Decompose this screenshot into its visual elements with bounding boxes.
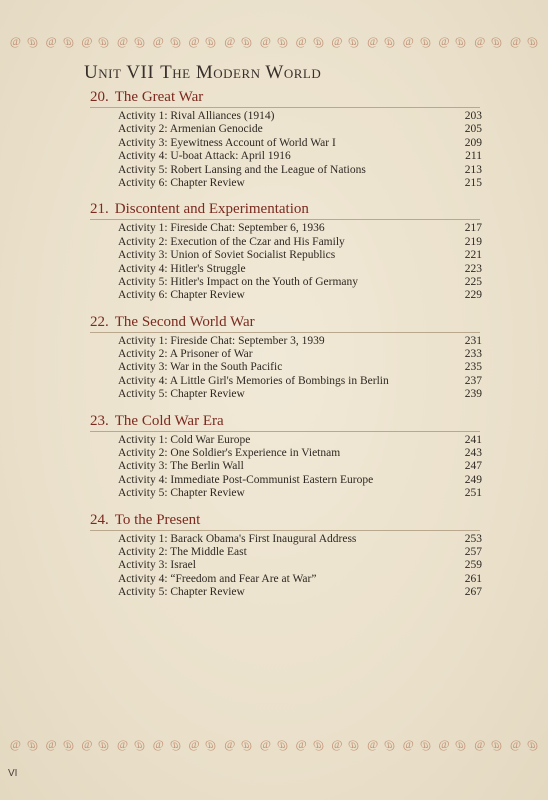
chapter-divider bbox=[90, 107, 480, 108]
spiral-ornament-icon: @ bbox=[277, 737, 288, 751]
activity-entry bbox=[90, 434, 482, 447]
activity-entry bbox=[90, 164, 482, 177]
activity-page-number: 259 bbox=[464, 559, 482, 572]
activity-label: Activity 6: Chapter Review bbox=[118, 289, 245, 302]
chapter-section bbox=[90, 88, 482, 190]
activity-entry bbox=[90, 573, 482, 586]
spiral-ornament-icon: @ bbox=[313, 34, 324, 48]
activity-label: Activity 3: Israel bbox=[118, 559, 196, 572]
spiral-ornament-icon: @ bbox=[420, 737, 431, 751]
activity-entry bbox=[90, 447, 482, 460]
activity-label: Activity 5: Chapter Review bbox=[118, 388, 245, 401]
activity-entry bbox=[90, 236, 482, 249]
chapter-number: 21. bbox=[90, 201, 109, 218]
spiral-ornament-icon: @ bbox=[63, 737, 74, 751]
chapter-title-text: The Great War bbox=[114, 89, 204, 105]
activity-page-number: 223 bbox=[464, 262, 482, 275]
activity-page-number: 225 bbox=[464, 275, 482, 288]
activity-page-number: 211 bbox=[465, 150, 482, 163]
page-number-footer: VI bbox=[8, 768, 18, 779]
chapter-divider bbox=[90, 332, 480, 333]
activity-label: Activity 2: Execution of the Czar and His Family bbox=[118, 235, 345, 248]
spiral-ornament-icon: @ bbox=[9, 34, 20, 48]
spiral-ornament-icon: @ bbox=[527, 737, 538, 751]
spiral-ornament-icon: @ bbox=[384, 737, 396, 751]
chapter-title bbox=[90, 88, 482, 107]
activity-label: Activity 1: Fireside Chat: September 3, 1939 bbox=[118, 334, 325, 347]
spiral-ornament-icon: @ bbox=[206, 737, 217, 751]
chapter-title bbox=[90, 200, 482, 219]
activity-page-number: 239 bbox=[464, 388, 482, 401]
spiral-ornament-icon: @ bbox=[81, 737, 92, 751]
chapter-section bbox=[90, 200, 482, 302]
activity-entry bbox=[90, 177, 482, 190]
unit-label: Unit VII bbox=[84, 62, 155, 83]
spiral-ornament-icon: @ bbox=[242, 34, 253, 48]
spiral-ornament-icon: @ bbox=[367, 737, 378, 751]
spiral-ornament-icon: @ bbox=[527, 34, 538, 48]
activity-page-number: 209 bbox=[464, 136, 482, 149]
activity-label: Activity 4: Immediate Post-Communist Eastern Europe bbox=[118, 473, 374, 486]
activity-label: Activity 1: Rival Alliances (1914) bbox=[118, 110, 275, 122]
spiral-ornament-icon: @ bbox=[277, 34, 288, 48]
activity-page-number: 221 bbox=[464, 249, 482, 262]
spiral-ornament-icon: @ bbox=[456, 34, 467, 48]
spiral-ornament-icon: @ bbox=[402, 737, 413, 751]
chapter-divider bbox=[90, 431, 480, 432]
activity-page-number: 251 bbox=[464, 487, 482, 500]
activity-label: Activity 4: A Little Girl's Memories of Bombings in Berlin bbox=[118, 374, 389, 387]
activity-label: Activity 1: Fireside Chat: September 6, 1936 bbox=[118, 222, 325, 235]
spiral-ornament-icon: @ bbox=[224, 34, 235, 48]
activity-page-number: 257 bbox=[464, 545, 482, 558]
activity-page-number: 233 bbox=[464, 348, 482, 361]
spiral-ornament-icon: @ bbox=[295, 737, 306, 751]
spiral-ornament-icon: @ bbox=[206, 34, 217, 48]
chapter-section bbox=[90, 511, 482, 600]
spiral-ornament-icon: @ bbox=[188, 737, 199, 751]
activity-page-number: 235 bbox=[464, 361, 482, 374]
activity-label: Activity 4: Hitler's Struggle bbox=[118, 262, 246, 275]
spiral-ornament-icon: @ bbox=[134, 737, 145, 751]
activity-label: Activity 3: Eyewitness Account of World War I bbox=[118, 136, 336, 149]
activity-entry bbox=[90, 137, 482, 150]
activity-page-number: 231 bbox=[464, 334, 482, 347]
activity-page-number: 241 bbox=[464, 433, 482, 446]
activity-page-number: 247 bbox=[464, 460, 482, 473]
chapter-number: 22. bbox=[90, 313, 109, 330]
activity-label: Activity 3: War in the South Pacific bbox=[118, 361, 283, 374]
spiral-wave-border-icon bbox=[6, 737, 542, 751]
activity-label: Activity 1: Barack Obama's First Inaugural Address bbox=[118, 532, 357, 545]
spiral-ornament-icon: @ bbox=[367, 34, 378, 48]
activity-entry bbox=[90, 559, 482, 572]
spiral-ornament-icon: @ bbox=[9, 737, 20, 751]
activity-entry bbox=[90, 335, 482, 348]
activity-page-number: 205 bbox=[464, 123, 482, 136]
activity-page-number: 249 bbox=[464, 473, 482, 486]
activity-entry bbox=[90, 533, 482, 546]
activity-label: Activity 5: Chapter Review bbox=[118, 586, 245, 599]
activity-entry bbox=[90, 289, 482, 302]
spiral-ornament-icon: @ bbox=[509, 34, 521, 48]
activity-entry bbox=[90, 474, 482, 487]
chapter-title bbox=[90, 313, 482, 332]
activity-label: Activity 4: “Freedom and Fear Are at War” bbox=[118, 572, 317, 585]
activity-entry bbox=[90, 150, 482, 163]
activity-page-number: 229 bbox=[464, 289, 482, 302]
activity-entry bbox=[90, 375, 482, 388]
activity-label: Activity 3: Union of Soviet Socialist Republics bbox=[118, 249, 336, 262]
activity-page-number: 219 bbox=[464, 235, 482, 248]
activity-label: Activity 5: Hitler's Impact on the Youth of Germany bbox=[118, 275, 359, 288]
spiral-ornament-icon: @ bbox=[242, 737, 253, 751]
spiral-ornament-icon: @ bbox=[170, 737, 181, 751]
spiral-ornament-icon: @ bbox=[45, 737, 56, 751]
chapter-number: 24. bbox=[90, 511, 109, 528]
spiral-ornament-icon: @ bbox=[259, 737, 270, 751]
spiral-ornament-icon: @ bbox=[349, 34, 360, 48]
activity-page-number: 237 bbox=[464, 374, 482, 387]
spiral-ornament-icon: @ bbox=[384, 34, 396, 48]
spiral-ornament-icon: @ bbox=[331, 34, 342, 48]
activity-entry bbox=[90, 348, 482, 361]
spiral-ornament-icon: @ bbox=[331, 737, 342, 751]
chapter-section bbox=[90, 412, 482, 501]
unit-heading bbox=[84, 62, 321, 84]
spiral-ornament-icon: @ bbox=[152, 34, 163, 48]
activity-label: Activity 2: A Prisoner of War bbox=[118, 348, 253, 361]
spiral-ornament-icon: @ bbox=[134, 34, 145, 48]
activity-label: Activity 5: Robert Lansing and the League of Nations bbox=[118, 163, 366, 176]
spiral-ornament-icon: @ bbox=[474, 737, 485, 751]
spiral-ornament-icon: @ bbox=[117, 737, 128, 751]
spiral-ornament-icon: @ bbox=[295, 34, 306, 48]
activity-label: Activity 4: U-boat Attack: April 1916 bbox=[118, 150, 291, 163]
activity-page-number: 267 bbox=[464, 586, 482, 599]
unit-title: The Modern World bbox=[160, 62, 322, 83]
activity-label: Activity 2: One Soldier's Experience in Vietnam bbox=[118, 447, 341, 460]
chapter-title bbox=[90, 412, 482, 431]
activity-page-number: 203 bbox=[464, 110, 482, 122]
activity-page-number: 213 bbox=[464, 163, 482, 176]
activity-page-number: 215 bbox=[464, 176, 482, 189]
spiral-ornament-icon: @ bbox=[474, 34, 485, 48]
activity-entry bbox=[90, 263, 482, 276]
spiral-ornament-icon: @ bbox=[402, 34, 413, 48]
spiral-ornament-icon: @ bbox=[420, 34, 431, 48]
chapter-number: 23. bbox=[90, 412, 109, 429]
activity-page-number: 217 bbox=[464, 222, 482, 235]
spiral-ornament-icon: @ bbox=[45, 34, 56, 48]
spiral-ornament-icon: @ bbox=[99, 34, 110, 48]
spiral-ornament-icon: @ bbox=[152, 737, 163, 751]
table-of-contents bbox=[90, 88, 482, 610]
spiral-ornament-icon: @ bbox=[99, 737, 110, 751]
spiral-ornament-icon: @ bbox=[63, 34, 74, 48]
activity-entry bbox=[90, 388, 482, 401]
spiral-ornament-icon: @ bbox=[456, 737, 467, 751]
activity-entry bbox=[90, 249, 482, 262]
activity-entry bbox=[90, 276, 482, 289]
spiral-ornament-icon: @ bbox=[117, 34, 128, 48]
spiral-ornament-icon: @ bbox=[188, 34, 199, 48]
activity-label: Activity 3: The Berlin Wall bbox=[118, 460, 244, 473]
chapter-number: 20. bbox=[90, 89, 109, 105]
chapter-divider bbox=[90, 530, 480, 531]
activity-label: Activity 5: Chapter Review bbox=[118, 487, 245, 500]
spiral-ornament-icon: @ bbox=[27, 737, 38, 751]
activity-page-number: 243 bbox=[464, 447, 482, 460]
chapter-divider bbox=[90, 219, 480, 220]
activity-entry bbox=[90, 110, 482, 123]
activity-entry bbox=[90, 361, 482, 374]
spiral-ornament-icon: @ bbox=[438, 34, 449, 48]
chapter-title bbox=[90, 511, 482, 530]
chapter-title-text: The Cold War Era bbox=[114, 412, 224, 429]
activity-page-number: 253 bbox=[464, 532, 482, 545]
spiral-ornament-icon: @ bbox=[224, 737, 235, 751]
activity-label: Activity 2: Armenian Genocide bbox=[118, 123, 263, 136]
activity-label: Activity 1: Cold War Europe bbox=[118, 433, 251, 446]
activity-entry bbox=[90, 586, 482, 599]
spiral-wave-border-icon bbox=[6, 34, 542, 48]
chapter-title-text: To the Present bbox=[114, 511, 201, 528]
chapter-section bbox=[90, 313, 482, 402]
activity-entry bbox=[90, 487, 482, 500]
activity-label: Activity 2: The Middle East bbox=[118, 545, 247, 558]
spiral-ornament-icon: @ bbox=[259, 34, 270, 48]
spiral-ornament-icon: @ bbox=[492, 34, 503, 48]
chapter-title-text: Discontent and Experimentation bbox=[114, 201, 309, 218]
spiral-ornament-icon: @ bbox=[170, 34, 181, 48]
activity-entry bbox=[90, 546, 482, 559]
activity-entry bbox=[90, 460, 482, 473]
spiral-ornament-icon: @ bbox=[313, 737, 324, 751]
activity-page-number: 261 bbox=[464, 572, 482, 585]
spiral-ornament-icon: @ bbox=[81, 34, 92, 48]
chapter-title-text: The Second World War bbox=[114, 313, 255, 330]
activity-entry bbox=[90, 123, 482, 136]
activity-label: Activity 6: Chapter Review bbox=[118, 176, 245, 189]
spiral-ornament-icon: @ bbox=[438, 737, 449, 751]
spiral-ornament-icon: @ bbox=[509, 737, 521, 751]
activity-entry bbox=[90, 222, 482, 235]
spiral-ornament-icon: @ bbox=[492, 737, 503, 751]
spiral-ornament-icon: @ bbox=[27, 34, 38, 48]
spiral-ornament-icon: @ bbox=[349, 737, 360, 751]
